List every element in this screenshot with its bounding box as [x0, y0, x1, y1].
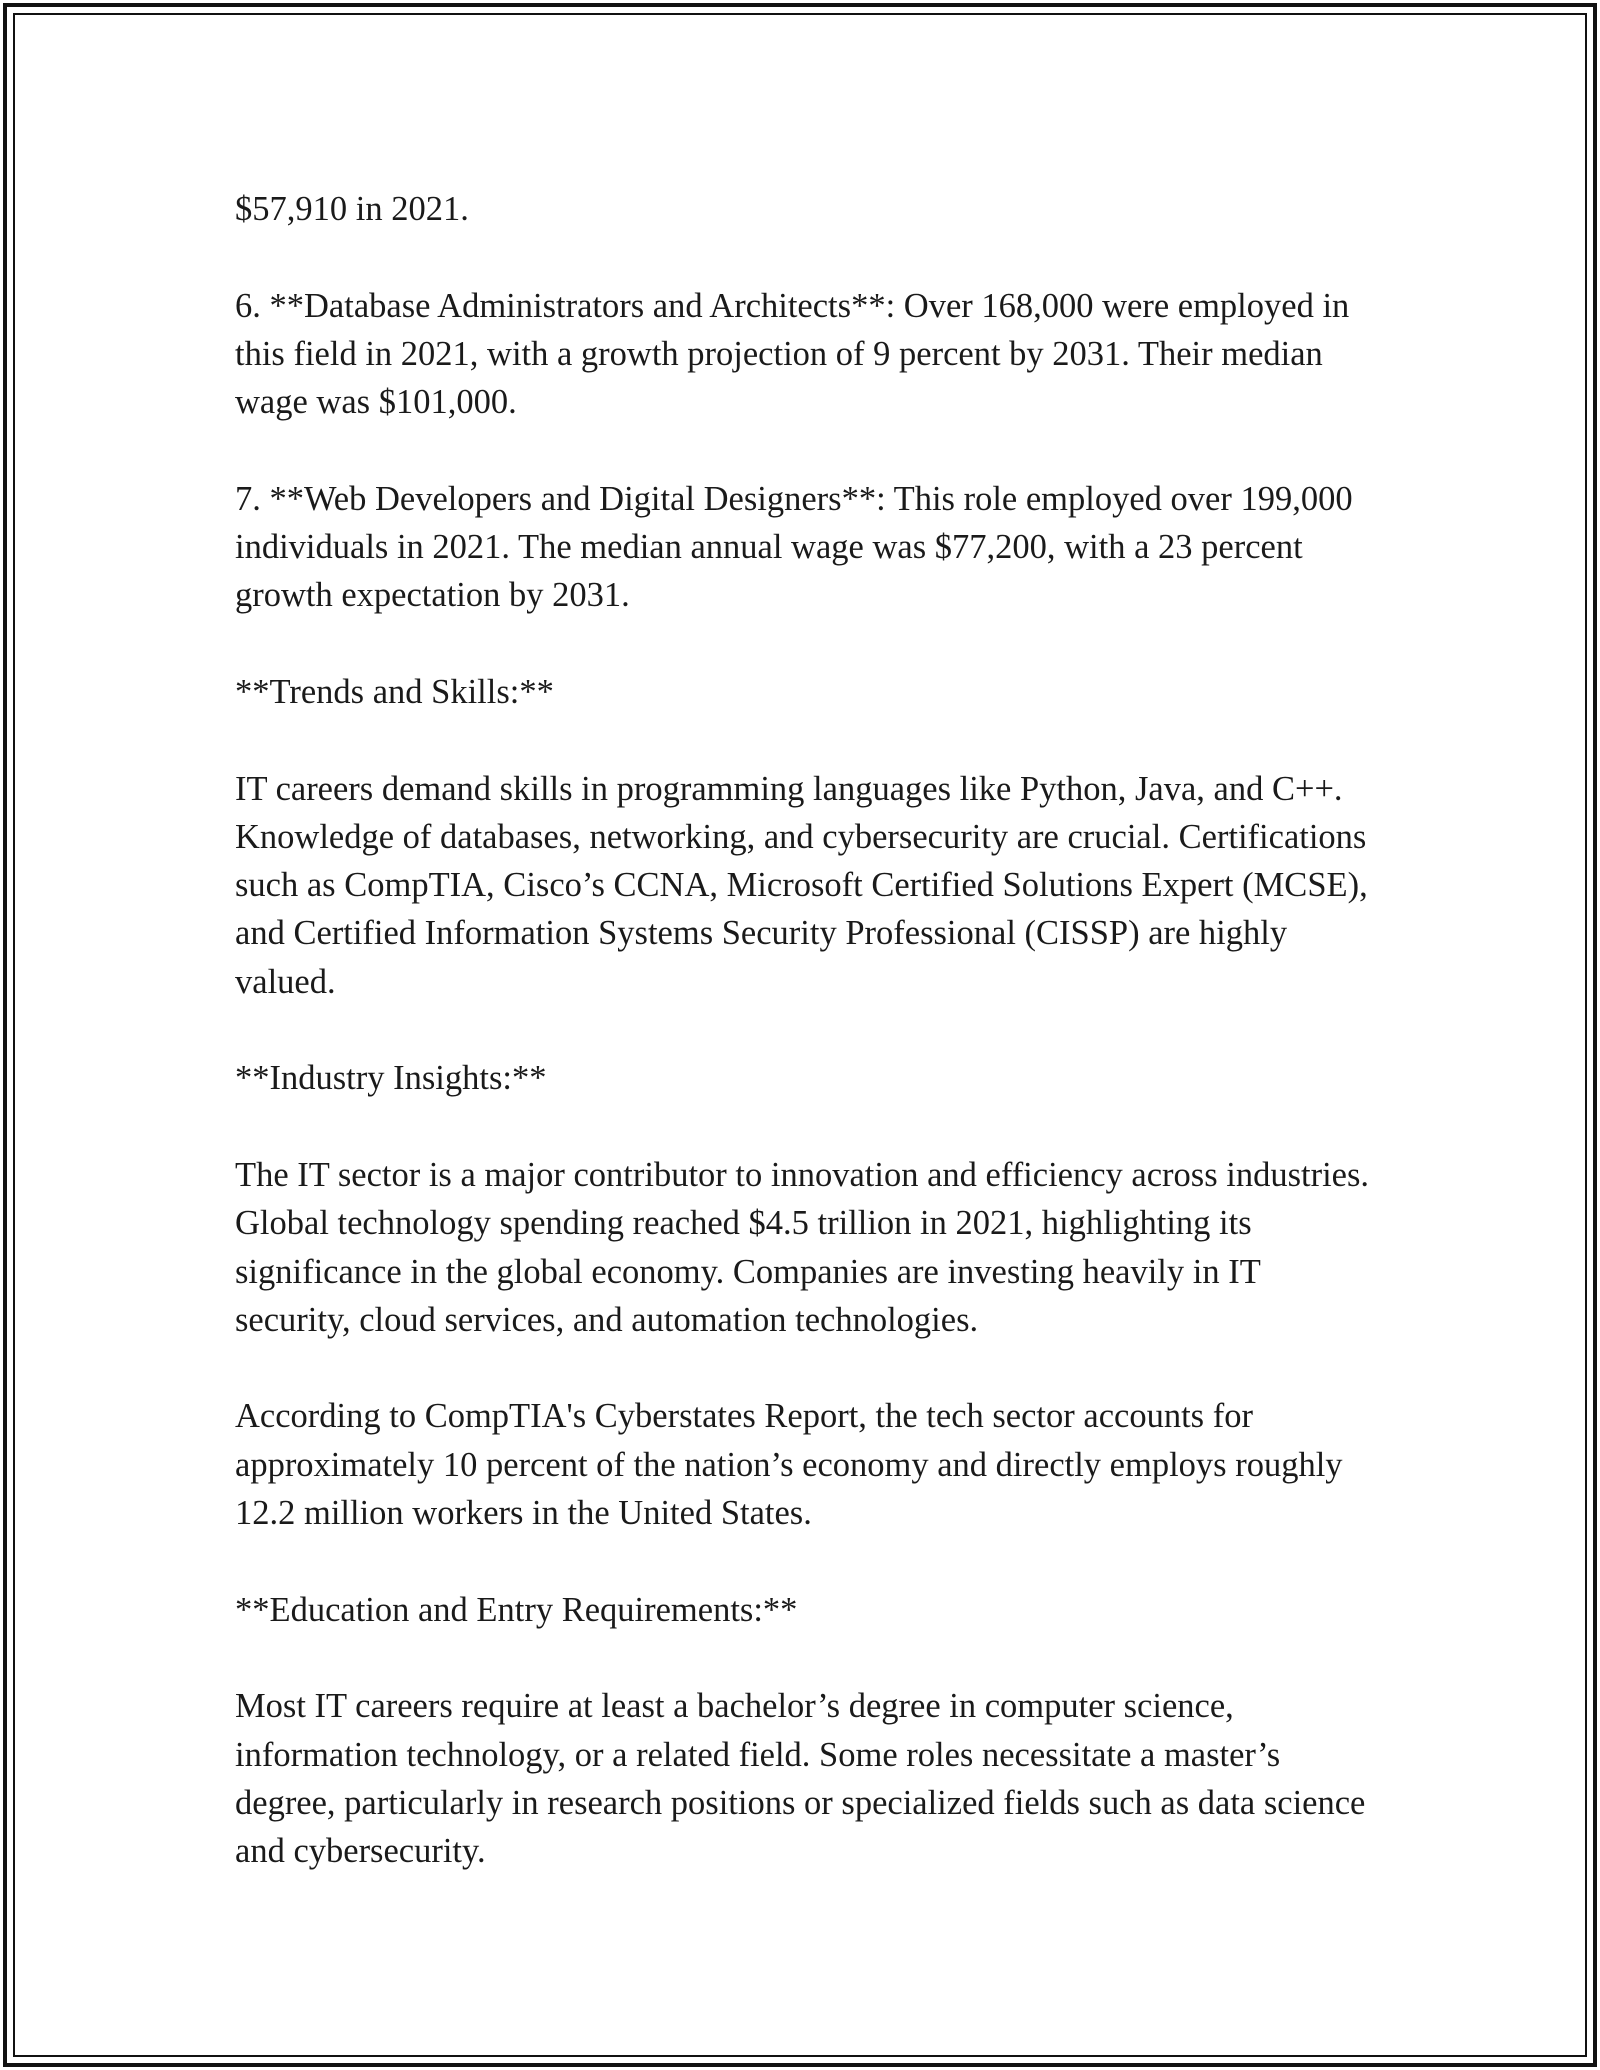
heading-trends-and-skills: **Trends and Skills:** — [235, 672, 554, 711]
document-body — [235, 185, 1375, 1875]
paragraph-web-developers: 7. **Web Developers and Digital Designers**: This role employed over 199,000 individuals in 2021. The median annual wage was $77,200, with a 23 percent growth expectation by 2031. — [235, 479, 1353, 615]
paragraph-database-administrators: 6. **Database Administrators and Architects**: Over 168,000 were employed in this field in 2021, with a growth projection of 9 percent by 2031. Their median wage was $101,000. — [235, 286, 1350, 422]
paragraph-cyberstates-report: According to CompTIA's Cyberstates Report, the tech sector accounts for approximately 10 percent of the nation’s economy and directly employs roughly 12.2 million workers in the United States. — [235, 1397, 1343, 1533]
paragraph-education-requirements: Most IT careers require at least a bachelor’s degree in computer science, information technology, or a related field. Some roles necessitate a master’s degree, particularly in research positions or specialized fields such as data science and cybersecurity. — [235, 1687, 1366, 1871]
paragraph-wage-continuation: $57,910 in 2021. — [235, 190, 469, 228]
paragraph-trends-and-skills: IT careers demand skills in programming languages like Python, Java, and C++. Knowledge of databases, networking, and cybersecurity are crucial. Certifications such as CompTIA, Cisco’s CCNA, Microsoft Certified Solutions Expert (MCSE), and Certified Information Systems Security Professional (CISSP) are highly valued. — [235, 769, 1368, 1001]
paragraph-industry-insights: The IT sector is a major contributor to innovation and efficiency across industries. Global technology spending reached $4.5 trillion in 2021, highlighting its significance in the global economy. Companies are investing heavily in IT security, cloud services, and automation technologies. — [235, 1155, 1370, 1339]
heading-education-requirements: **Education and Entry Requirements:** — [235, 1590, 798, 1629]
heading-industry-insights: **Industry Insights:** — [235, 1059, 547, 1098]
